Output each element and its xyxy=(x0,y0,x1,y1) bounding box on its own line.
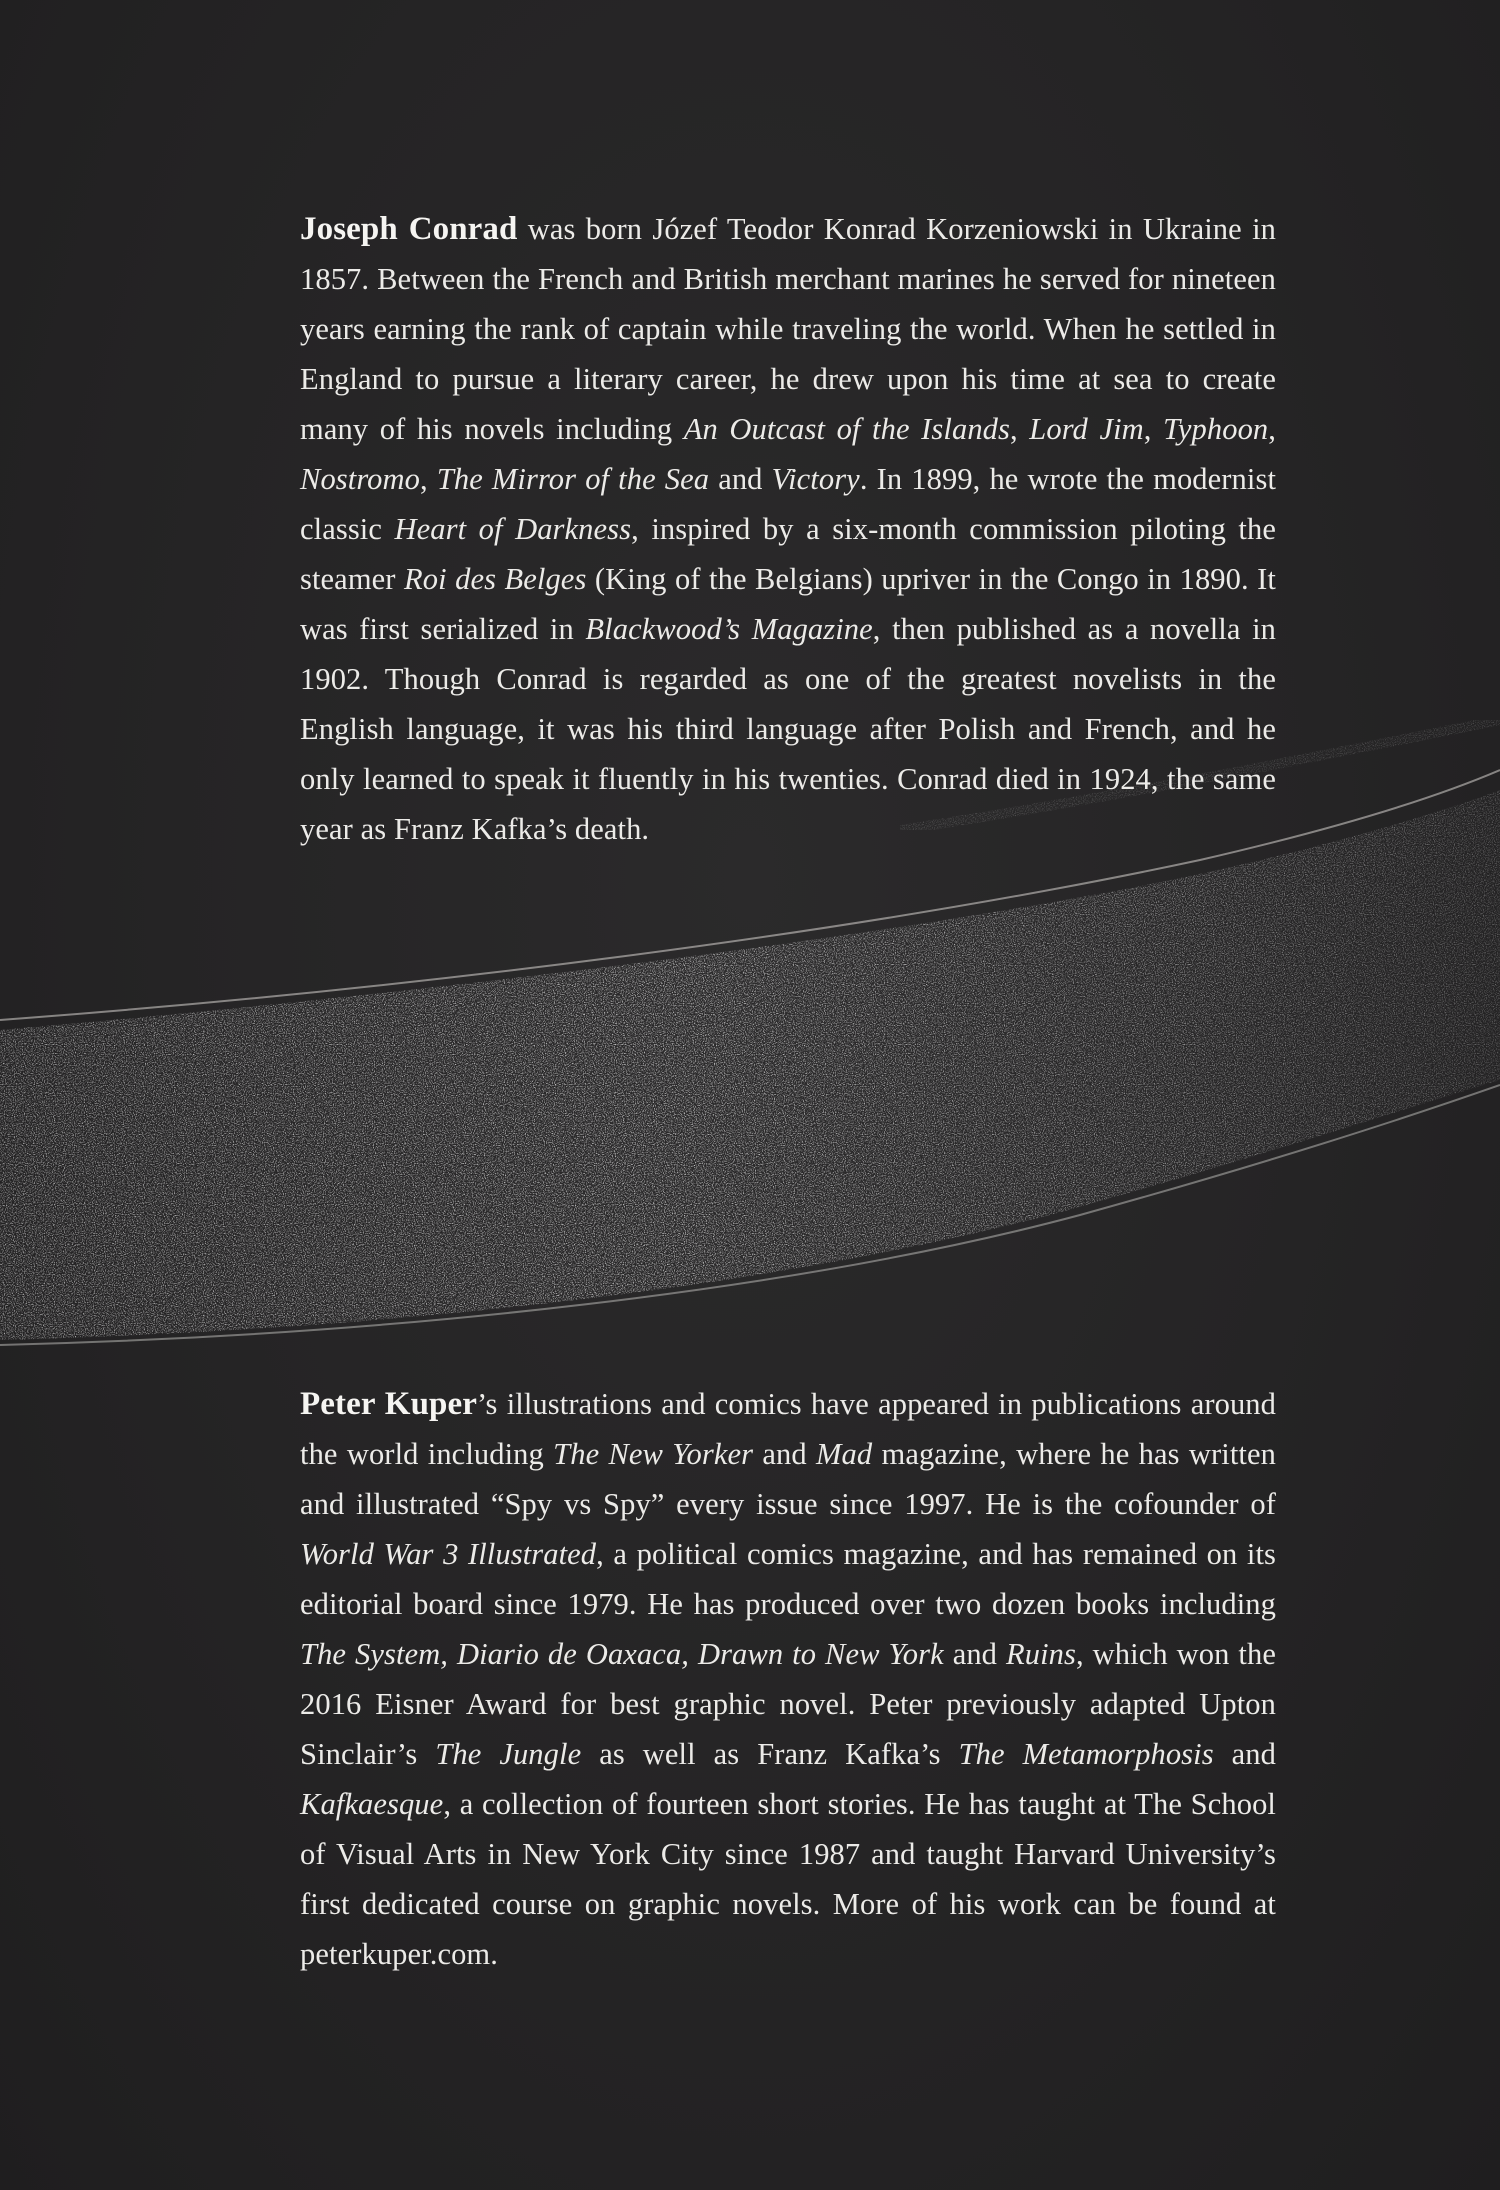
joseph-conrad-bio: Joseph Conrad was born Józef Teodor Konrad Korzeniowski in Ukraine in 1857. Between the French and British merchant marines he served for nineteen years earning the rank of captain while traveling the world. When he settled in England to pursue a literary career, he drew upon his time at sea to create many of his novels including An Outcast of the Islands, Lord Jim, Typhoon, Nostromo, The Mirror of the Sea and Victory. In 1899, he wrote the modernist classic Heart of Darkness, inspired by a six-month commission piloting the steamer Roi des Belges (King of the Belgians) upriver in the Congo in 1890. It was first serialized in Blackwood’s Magazine, then published as a novella in 1902. Though Conrad is regarded as one of the greatest novelists in the English language, it was his third language after Polish and French, and he only learned to speak it fluently in his twenties. Conrad died in 1924, the same year as Franz Kafka’s death. xyxy=(300,211,1277,846)
magazine-title: Mad xyxy=(816,1437,873,1471)
author-name: Joseph Conrad xyxy=(300,211,518,247)
book-title: Ruins xyxy=(1005,1637,1076,1671)
chalk-band xyxy=(0,790,1500,1340)
magazine-title: World War 3 Illustrated xyxy=(300,1537,597,1571)
book-title: Heart of Darkness xyxy=(394,512,632,546)
book-title: The System, Diario de Oaxaca, Drawn to New York xyxy=(300,1637,944,1671)
book-title: The Mirror of the Sea xyxy=(436,462,710,496)
book-title: Typhoon xyxy=(1163,412,1269,446)
magazine-title: The New Yorker xyxy=(553,1437,754,1471)
book-title: Lord Jim xyxy=(1029,412,1144,446)
book-title: Victory xyxy=(771,462,860,496)
book-title: An Outcast of the Islands xyxy=(683,412,1010,446)
ship-name: Roi des Belges xyxy=(404,562,587,596)
book-title: The Jungle xyxy=(435,1737,582,1771)
magazine-title: Blackwood’s Magazine xyxy=(585,612,873,646)
author-name: Peter Kuper xyxy=(300,1386,477,1422)
book-title: The Metamorphosis xyxy=(958,1737,1214,1771)
peter-kuper-bio: Peter Kuper’s illustrations and comics have appeared in publications around the world including The New Yorker and Mad magazine, where he has written and illustrated “Spy vs Spy” every issue since 1997. He is the cofounder of World War 3 Illustrated, a political comics magazine, and has remained on its editorial board since 1979. He has produced over two dozen books including The System, Diario de Oaxaca, Drawn to New York and Ruins, which won the 2016 Eisner Award for best graphic novel. Peter previously adapted Upton Sinclair’s The Jungle as well as Franz Kafka’s The Metamorphosis and Kafkaesque, a collection of fourteen short stories. He has taught at The School of Visual Arts in New York City since 1987 and taught Harvard University’s first dedicated course on graphic novels. More of his work can be found at peterkuper.com. xyxy=(300,1386,1277,1971)
book-title: Nostromo xyxy=(300,462,421,496)
book-title: Kafkaesque xyxy=(300,1787,444,1821)
